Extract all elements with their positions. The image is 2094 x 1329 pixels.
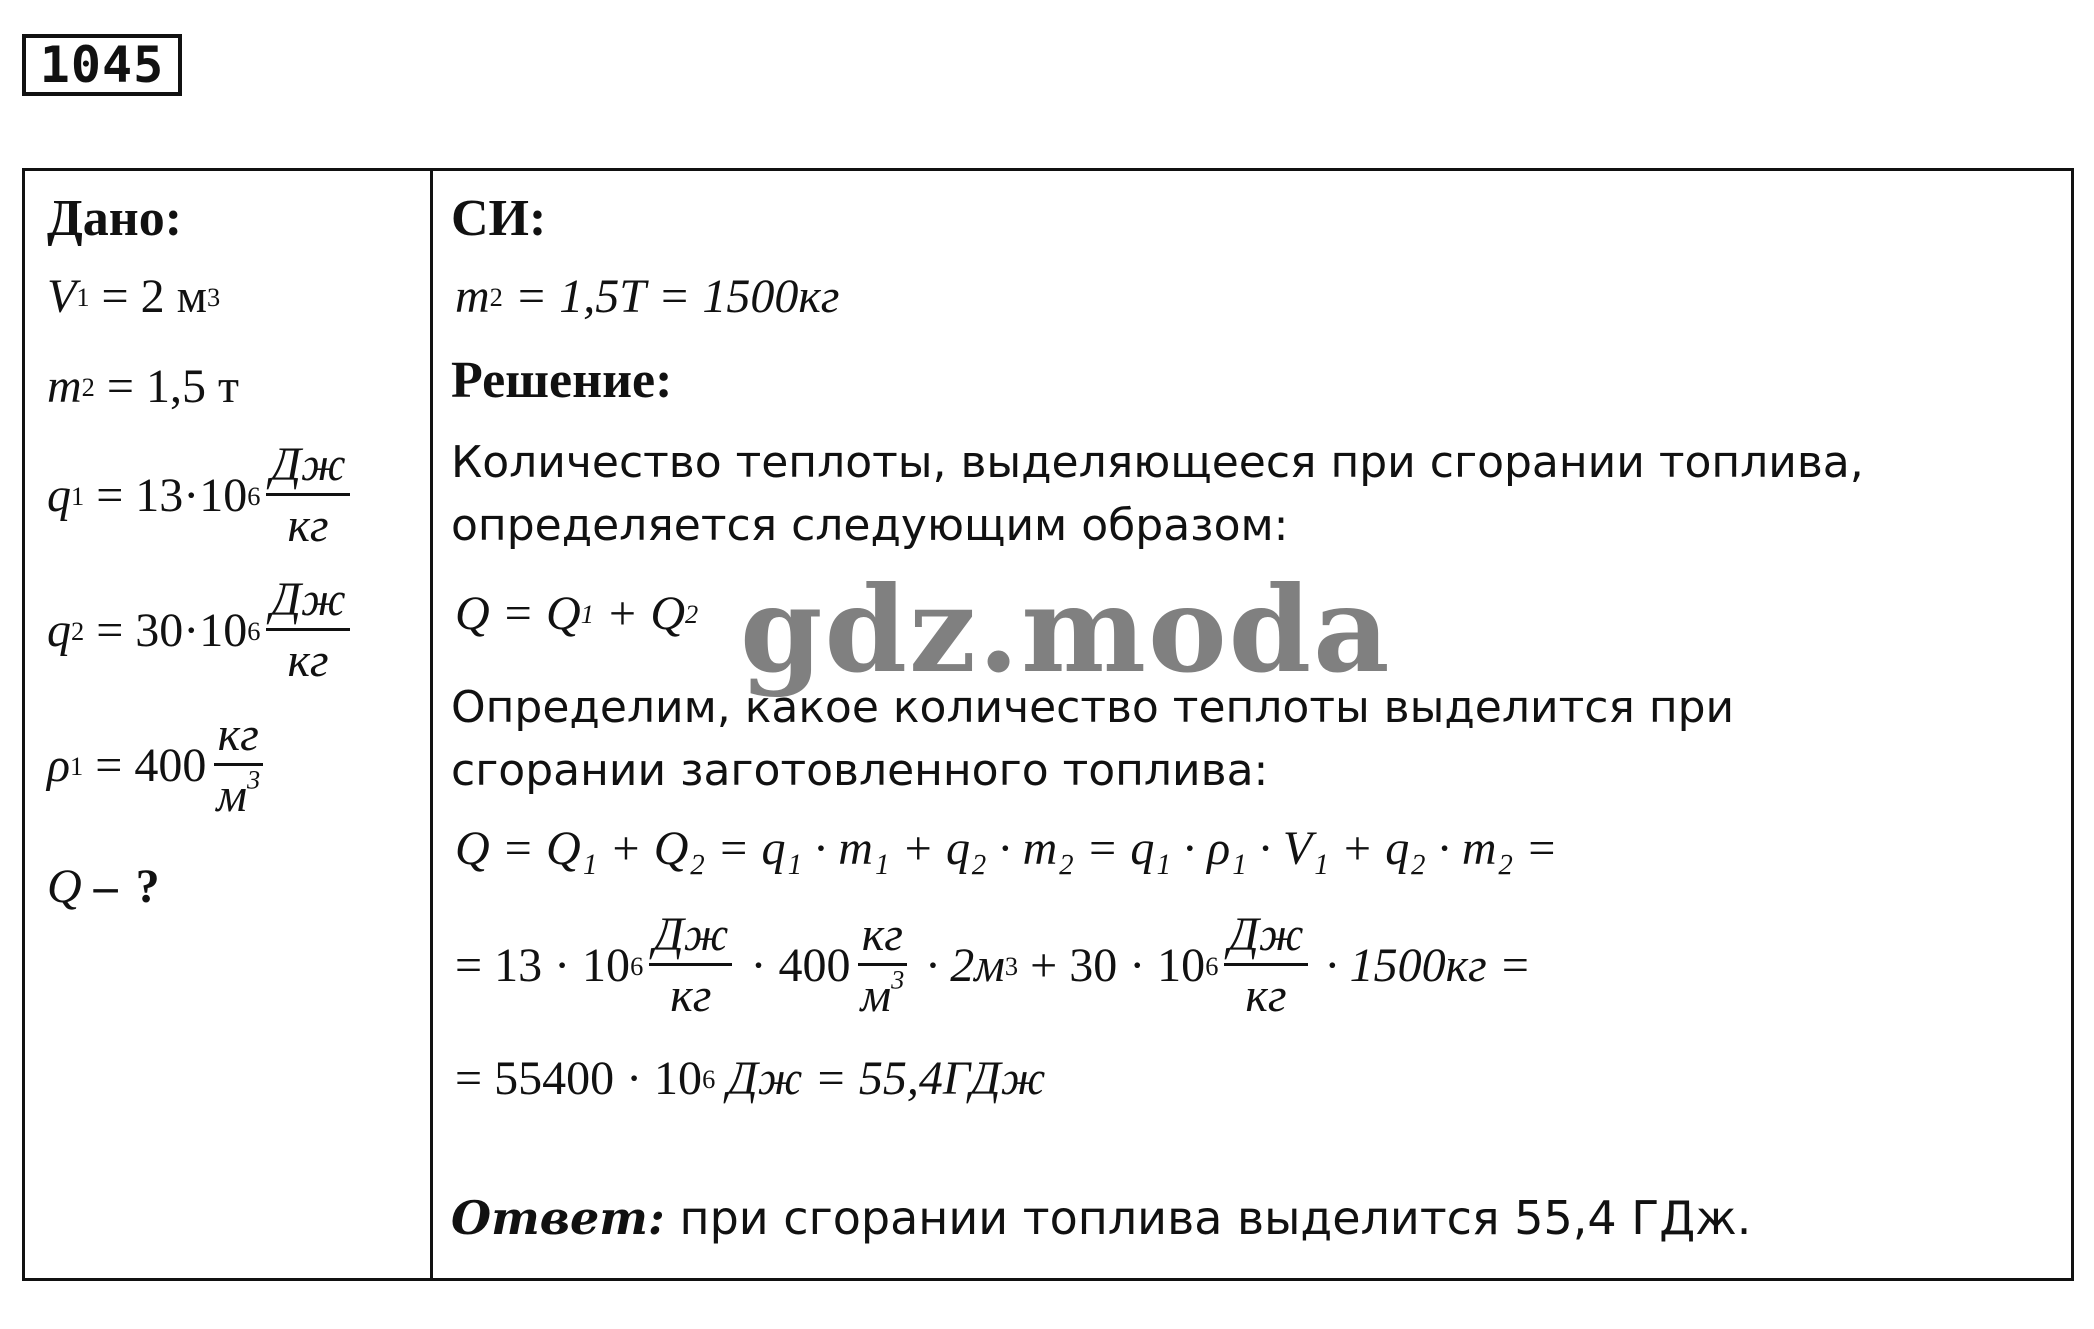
q1-unit-fraction: $\frac{Дж}{кг}$ [266,441,349,550]
solution-eq-4: = 55400 · 10 6 Дж = 55,4ГДж [455,1052,1046,1105]
solution-eq-2: Q = Q₁ + Q₂ = q₁ · m₁ + q₂ · m₂ = q₁ · ρ₁ · V₁ + q₂ · m₂ = [455,822,1558,875]
given-find: Q – ? [47,860,160,913]
answer-line: Ответ: при сгорании топлива выделится 55,4 ГДж. [451,1191,1752,1245]
rho1-unit-fraction: $\frac{кг}{м^3}$ [212,711,264,820]
given-v1: V 1 = 2 м 3 [47,270,221,323]
watermark-logo: gdz.moda [740,560,1392,699]
given-column [25,171,430,1278]
solution-eq-1: Q = Q 1 + Q 2 [455,587,699,640]
eq3-fraction-3: $\frac{Дж}{кг}$ [1224,911,1307,1020]
solution-eq-3: = 13 · 10 6 $\frac{Дж}{кг}$ · 400 $\frac{кг}{м^3}$ · 2м 3 + 30 · 10 6 $\frac{Дж}{кг}$ · 1500кг = [455,908,1532,1022]
si-header: СИ: [451,190,547,247]
solution-header: Решение: [451,352,673,409]
eq3-fraction-2: $\frac{кг}{м^3}$ [856,911,908,1020]
given-m2: m 2 = 1,5 т [47,360,239,413]
given-q2: q 2 = 30·10 6 $\frac{Дж}{кг}$ [47,576,356,685]
solution-paragraph-2: Определим, какое количество теплоты выделится при сгорании заготовленного топлива: [451,682,1735,796]
eq3-fraction-1: $\frac{Дж}{кг}$ [649,911,732,1020]
solution-table [22,168,2074,1281]
given-rho1: ρ 1 = 400 $\frac{кг}{м^3}$ [47,711,270,820]
solution-paragraph-1: Количество теплоты, выделяющееся при сгорании топлива, определяется следующим образом: [451,437,1864,551]
problem-number: 1045 [22,34,182,96]
given-q1: q 1 = 13·10 6 $\frac{Дж}{кг}$ [47,441,356,550]
given-header: Дано: [47,190,183,247]
si-line: m 2 = 1,5Т = 1500кг [455,270,840,323]
solution-column [433,171,2071,1278]
q2-unit-fraction: $\frac{Дж}{кг}$ [266,576,349,685]
